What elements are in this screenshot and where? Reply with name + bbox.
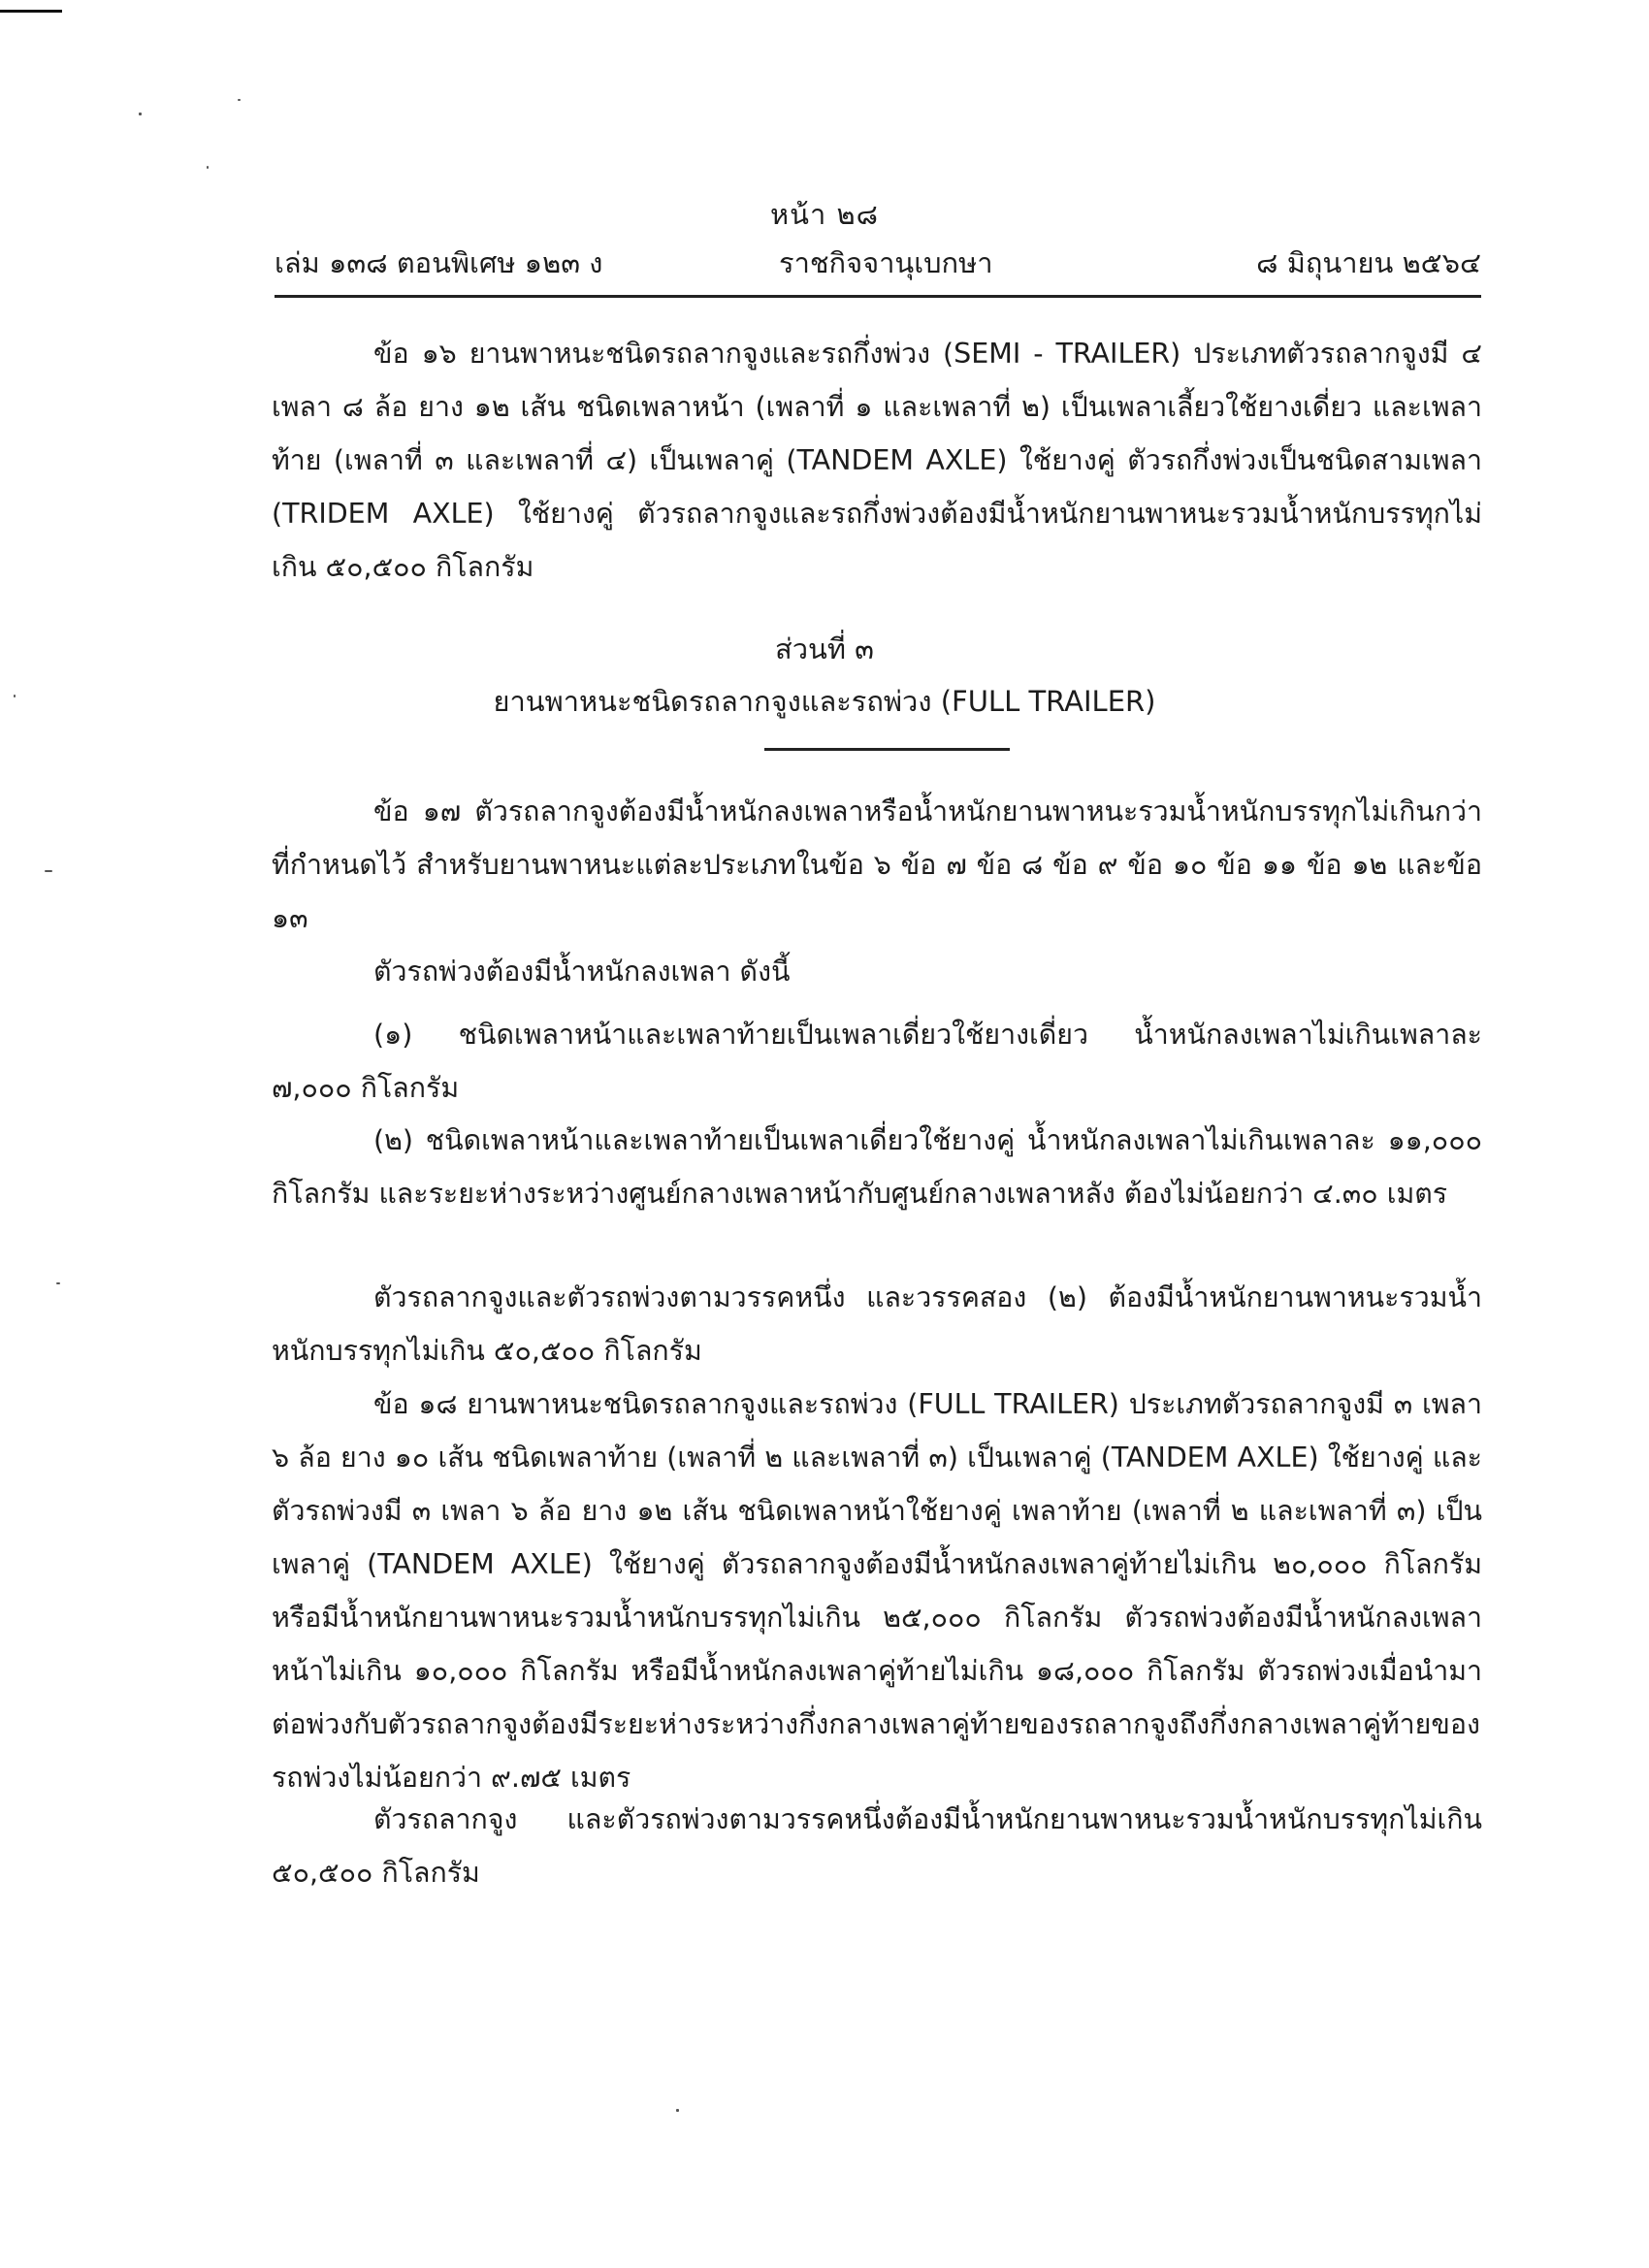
section-number: ส่วนที่ ๓: [775, 632, 874, 665]
volume-issue: เล่ม ๑๓๘ ตอนพิเศษ ๑๒๓ ง: [275, 246, 603, 279]
clause-16: ข้อ ๑๖ ยานพาหนะชนิดรถลากจูงและรถกึ่งพ่วง (SEMI - TRAILER) ประเภทตัวรถลากจูงมี ๔ เพลา ๘ ล้อ ยาง ๑๒ เส้น ชนิดเพลาหน้า (เพลาที่ ๑ และเพลาที่ ๒) เป็นเพลาเลี้ยวใช้ยางเดี่ยว และเพลาท้าย (เพลาที่ ๓ และเพลาที่ ๔) เป็นเพลาคู่ (TANDEM AXLE) ใช้ยางคู่ ตัวรถกึ่งพ่วงเป็นชนิดสามเพลา (TRIDEM AXLE) ใช้ยางคู่ ตัวรถลากจูงและรถกึ่งพ่วงต้องมีน้ำหนักยานพาหนะรวมน้ำหนักบรรทุกไม่เกิน ๕๐,๕๐๐ กิโลกรัม: [272, 338, 1482, 583]
clause-17-trailer-intro: ตัวรถพ่วงต้องมีน้ำหนักลงเพลา ดังนี้: [373, 956, 791, 988]
scan-speck: [207, 166, 209, 169]
clause-17-item-1: (๑) ชนิดเพลาหน้าและเพลาท้ายเป็นเพลาเดี่ยวใช้ยางเดี่ยว น้ำหนักลงเพลาไม่เกินเพลาละ ๗,๐๐๐ กิโลกรัม: [272, 1019, 1482, 1104]
scan-speck: [45, 870, 52, 872]
scan-speck: [139, 113, 142, 115]
clause-17-closing: ตัวรถลากจูงและตัวรถพ่วงตามวรรคหนึ่ง และวรรคสอง (๒) ต้องมีน้ำหนักยานพาหนะรวมน้ำหนักบรรทุกไม่เกิน ๕๐,๕๐๐ กิโลกรัม: [272, 1281, 1482, 1367]
corner-scan-mark: [0, 10, 62, 13]
scan-speck: [56, 1282, 60, 1284]
scan-speck: [676, 2109, 679, 2112]
gazette-title: ราชกิจจานุเบกษา: [779, 246, 993, 279]
gazette-header: [275, 241, 1481, 279]
section-title: ยานพาหนะชนิดรถลากจูงและรถพ่วง (FULL TRAILER): [493, 685, 1156, 718]
clause-17: ข้อ ๑๗ ตัวรถลากจูงต้องมีน้ำหนักลงเพลาหรือน้ำหนักยานพาหนะรวมน้ำหนักบรรทุกไม่เกินกว่าที่กำหนดไว้ สำหรับยานพาหนะแต่ละประเภทในข้อ ๖ ข้อ ๗ ข้อ ๘ ข้อ ๙ ข้อ ๑๐ ข้อ ๑๑ ข้อ ๑๒ และข้อ ๑๓: [272, 795, 1482, 934]
clause-18-closing: ตัวรถลากจูง และตัวรถพ่วงตามวรรคหนึ่งต้องมีน้ำหนักยานพาหนะรวมน้ำหนักบรรทุกไม่เกิน ๕๐,๕๐๐ กิโลกรัม: [272, 1803, 1482, 1889]
scan-speck: [14, 695, 16, 697]
clause-17-item-2: (๒) ชนิดเพลาหน้าและเพลาท้ายเป็นเพลาเดี่ยวใช้ยางคู่ น้ำหนักลงเพลาไม่เกินเพลาละ ๑๑,๐๐๐ กิโลกรัม และระยะห่างระหว่างศูนย์กลางเพลาหน้ากับศูนย์กลางเพลาหลัง ต้องไม่น้อยกว่า ๔.๓๐ เมตร: [272, 1124, 1482, 1210]
clause-18: ข้อ ๑๘ ยานพาหนะชนิดรถลากจูงและรถพ่วง (FULL TRAILER) ประเภทตัวรถลากจูงมี ๓ เพลา ๖ ล้อ ยาง ๑๐ เส้น ชนิดเพลาท้าย (เพลาที่ ๒ และเพลาที่ ๓) เป็นเพลาคู่ (TANDEM AXLE) ใช้ยางคู่ และตัวรถพ่วงมี ๓ เพลา ๖ ล้อ ยาง ๑๒ เส้น ชนิดเพลาหน้าใช้ยางคู่ เพลาท้าย (เพลาที่ ๒ และเพลาที่ ๓) เป็นเพลาคู่ (TANDEM AXLE) ใช้ยางคู่ ตัวรถลากจูงต้องมีน้ำหนักลงเพลาคู่ท้ายไม่เกิน ๒๐,๐๐๐ กิโลกรัม หรือมีน้ำหนักยานพาหนะรวมน้ำหนักบรรทุกไม่เกิน ๒๕,๐๐๐ กิโลกรัม ตัวรถพ่วงต้องมีน้ำหนักลงเพลาหน้าไม่เกิน ๑๐,๐๐๐ กิโลกรัม หรือมีน้ำหนักลงเพลาคู่ท้ายไม่เกิน ๑๘,๐๐๐ กิโลกรัม ตัวรถพ่วงเมื่อนำมาต่อพ่วงกับตัวรถลากจูงต้องมีระยะห่างระหว่างกึ่งกลางเพลาคู่ท้ายของรถลากจูงถึงกึ่งกลางเพลาคู่ท้ายของรถพ่วงไม่น้อยกว่า ๙.๗๕ เมตร: [272, 1388, 1482, 1794]
header-divider: [275, 295, 1481, 298]
section-divider: [764, 748, 1010, 751]
page-number: หน้า ๒๘: [770, 198, 879, 231]
publication-date: ๘ มิถุนายน ๒๕๖๔: [1256, 246, 1481, 279]
scan-speck: [238, 99, 241, 101]
